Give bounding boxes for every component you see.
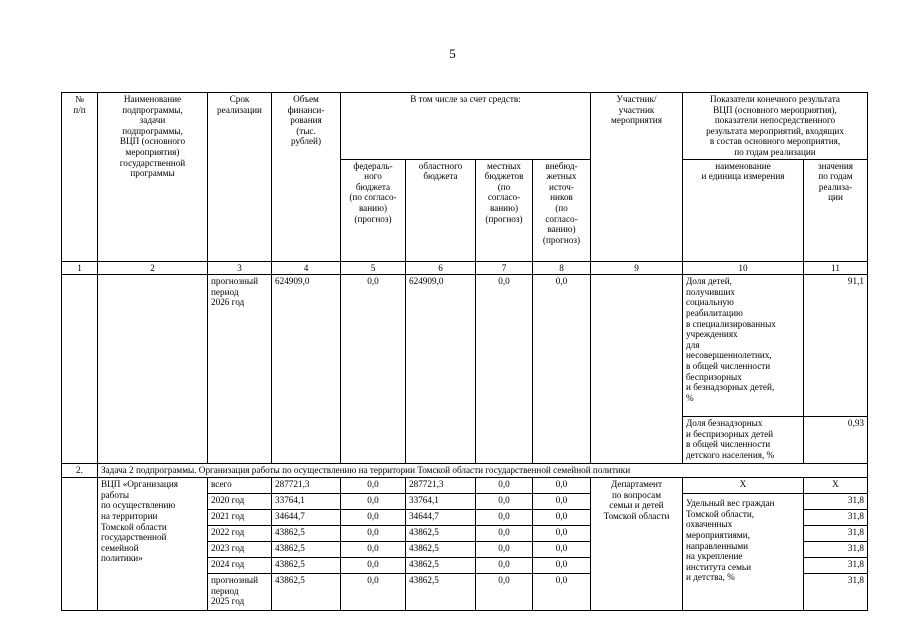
- regional-cell: 624909,0: [406, 275, 476, 464]
- local-cell: 0,0: [476, 526, 533, 542]
- task-row: [62, 464, 868, 478]
- indicator-value-cell: 91,1: [804, 275, 868, 417]
- header-indicators-group: Показатели конечного результата ВЦП (основного мероприятия), показатели непосредственного результата мероприятий, входящих в состав основного мероприятия, по годам реализации: [683, 93, 868, 160]
- participant-cell: [591, 275, 683, 464]
- local-cell: 0,0: [476, 510, 533, 526]
- extra-cell: 0,0: [533, 526, 591, 542]
- period-cell: 2024 год: [208, 558, 272, 574]
- table-row: [62, 478, 868, 494]
- period-cell: 2023 год: [208, 542, 272, 558]
- column-number: 8: [533, 261, 591, 275]
- extra-cell: 0,0: [533, 542, 591, 558]
- column-number: 2: [98, 261, 208, 275]
- header-row-1: [62, 93, 868, 160]
- program-table: [61, 92, 868, 611]
- local-cell: 0,0: [476, 494, 533, 510]
- period-cell: всего: [208, 478, 272, 494]
- header-name: Наименование подпрограммы, задачи подпрограммы, ВЦП (основного мероприятия) государственной программы: [98, 93, 208, 262]
- regional-cell: 43862,5: [406, 542, 476, 558]
- indicator-name-cell: Доля детей, получивших социальную реабилитацию в специализированных учреждениях для несовершеннолетних, в общей численности беспризорных и безнадзорных детей, %: [683, 275, 804, 417]
- header-indicator-name: наименование и единица измерения: [683, 159, 804, 261]
- indicator-value-cell: 31,8: [804, 510, 868, 526]
- indicator-name-cell: Х: [683, 478, 804, 494]
- extra-cell: 0,0: [533, 494, 591, 510]
- task-title: Задача 2 подпрограммы. Организация работы по осуществлению на территории Томской области государственной семейной политики: [98, 464, 868, 478]
- federal-cell: 0,0: [341, 542, 406, 558]
- program-name-cell: ВЦП «Организация работы по осуществлению на территории Томской области государственной семейной политики»: [98, 478, 208, 611]
- federal-cell: 0,0: [341, 510, 406, 526]
- extra-cell: 0,0: [533, 558, 591, 574]
- indicator-name-cell: Доля безнадзорных и беспризорных детей в общей численности детского населения, %: [683, 417, 804, 464]
- column-numbers-row: [62, 261, 868, 275]
- participant-cell: Департамент по вопросам семьи и детей Томской области: [591, 478, 683, 611]
- indicator-name-cell: Удельный вес граждан Томской области, охваченных мероприятиями, направленными на укрепление института семьи и детства, %: [683, 494, 804, 611]
- header-local: местных бюджетов (по согласо- ванию) (прогноз): [476, 159, 533, 261]
- local-cell: 0,0: [476, 478, 533, 494]
- table-row: [62, 275, 868, 417]
- volume-cell: 43862,5: [272, 558, 341, 574]
- column-number: 9: [591, 261, 683, 275]
- row-number-cell: [62, 275, 98, 464]
- column-number: 1: [62, 261, 98, 275]
- period-cell: 2022 год: [208, 526, 272, 542]
- header-funds-group: В том числе за счет средств:: [341, 93, 591, 160]
- row-name-cell: [98, 275, 208, 464]
- federal-cell: 0,0: [341, 574, 406, 611]
- task-number: 2.: [62, 464, 98, 478]
- extra-cell: 0,0: [533, 275, 591, 464]
- regional-cell: 287721,3: [406, 478, 476, 494]
- header-federal: федераль- ного бюджета (по согласо- ванию) (прогноз): [341, 159, 406, 261]
- federal-cell: 0,0: [341, 478, 406, 494]
- indicator-value-cell: Х: [804, 478, 868, 494]
- local-cell: 0,0: [476, 558, 533, 574]
- volume-cell: 287721,3: [272, 478, 341, 494]
- volume-cell: 43862,5: [272, 542, 341, 558]
- regional-cell: 43862,5: [406, 526, 476, 542]
- period-cell: 2020 год: [208, 494, 272, 510]
- period-cell: 2021 год: [208, 510, 272, 526]
- header-volume: Объем финанси- рования (тыс. рублей): [272, 93, 341, 262]
- regional-cell: 43862,5: [406, 558, 476, 574]
- indicator-value-cell: 31,8: [804, 494, 868, 510]
- column-number: 11: [804, 261, 868, 275]
- column-number: 4: [272, 261, 341, 275]
- indicator-value-cell: 31,8: [804, 574, 868, 611]
- header-number: № п/п: [62, 93, 98, 262]
- header-regional: областного бюджета: [406, 159, 476, 261]
- regional-cell: 34644,7: [406, 510, 476, 526]
- column-number: 6: [406, 261, 476, 275]
- column-number: 5: [341, 261, 406, 275]
- header-participant: Участник/ участник мероприятия: [591, 93, 683, 262]
- extra-cell: 0,0: [533, 478, 591, 494]
- column-number: 7: [476, 261, 533, 275]
- regional-cell: 33764,1: [406, 494, 476, 510]
- volume-cell: 34644,7: [272, 510, 341, 526]
- local-cell: 0,0: [476, 275, 533, 464]
- indicator-value-cell: 31,8: [804, 542, 868, 558]
- volume-cell: 624909,0: [272, 275, 341, 464]
- indicator-value-cell: 0,93: [804, 417, 868, 464]
- column-number: 10: [683, 261, 804, 275]
- federal-cell: 0,0: [341, 558, 406, 574]
- period-cell: прогнозный период 2026 год: [208, 275, 272, 464]
- column-number: 3: [208, 261, 272, 275]
- volume-cell: 43862,5: [272, 526, 341, 542]
- volume-cell: 43862,5: [272, 574, 341, 611]
- federal-cell: 0,0: [341, 275, 406, 464]
- header-extra: внебюд- жетных источ- ников (по согласо- ванию) (прогноз): [533, 159, 591, 261]
- local-cell: 0,0: [476, 542, 533, 558]
- page-number: 5: [449, 46, 456, 61]
- federal-cell: 0,0: [341, 494, 406, 510]
- volume-cell: 33764,1: [272, 494, 341, 510]
- header-indicator-value: значения по годам реализа- ции: [804, 159, 868, 261]
- federal-cell: 0,0: [341, 526, 406, 542]
- extra-cell: 0,0: [533, 574, 591, 611]
- local-cell: 0,0: [476, 574, 533, 611]
- indicator-value-cell: 31,8: [804, 558, 868, 574]
- period-cell: прогнозный период 2025 год: [208, 574, 272, 611]
- regional-cell: 43862,5: [406, 574, 476, 611]
- indicator-value-cell: 31,8: [804, 526, 868, 542]
- row-number-cell: [62, 478, 98, 611]
- extra-cell: 0,0: [533, 510, 591, 526]
- header-period: Срок реализации: [208, 93, 272, 262]
